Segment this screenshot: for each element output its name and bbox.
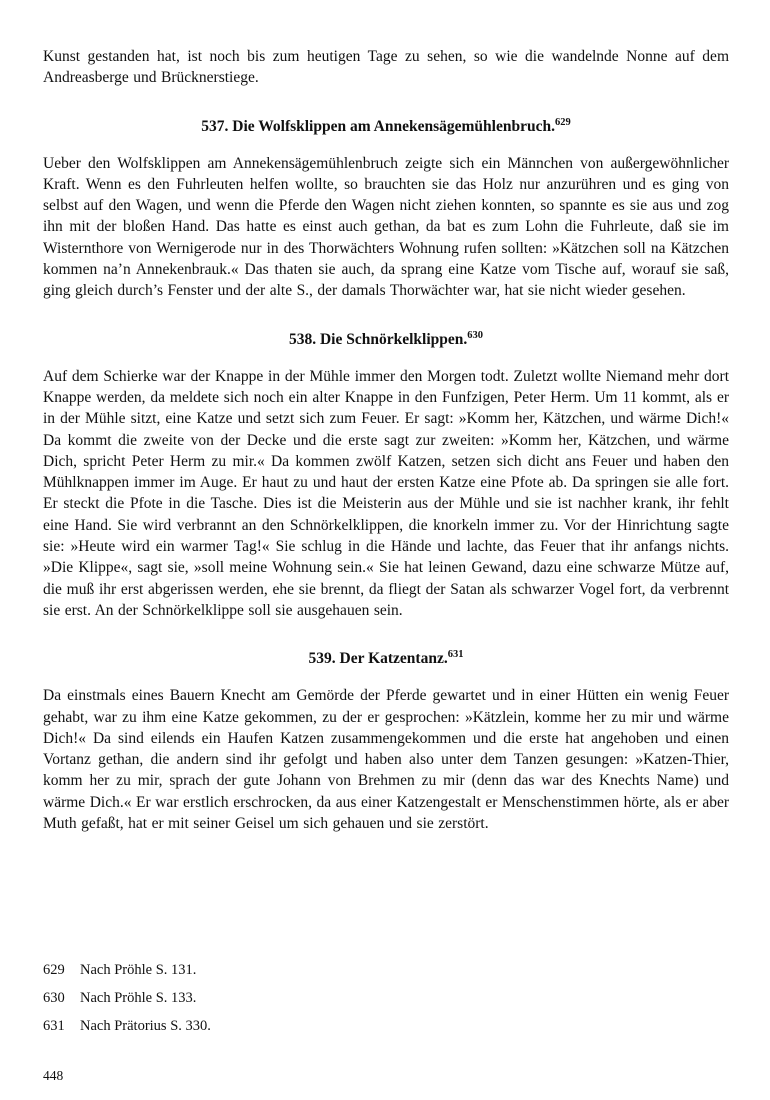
page-number: 448 — [43, 1068, 64, 1083]
footnote-ref-631: 631 — [447, 649, 464, 661]
section-body-538: Auf dem Schierke war der Knappe in der Mühle immer den Morgen todt. Zuletzt wollte Niemand mehr dort Knappe werden, da meldete sich noch ein alter Knappe in den Funfzigen, Peter Herm. Um 11 kommt, als er in der Mühle sitzt, eine Katze und setzt sich zum Feuer. Er sagt: »Komm her, Kätzchen, und wärme Dich!« Da kommt die zweite von der Decke und die erste sagt zur zweiten: »Komm her, Kätzchen, und wärme Dich, spricht Peter Herm zu mir.« Da kommen zwölf Katzen, setzen sich dicht ans Feuer und haben den Mühlknappen immer im Auge. Er haut zu und haut der ersten Katze eine Pfote ab. Da springen sie alle fort. Er steckt die Pfote in die Tasche. Dies ist die Meisterin aus der Mühle und sie ist nachher krank, ihr fehlt eine Hand. Sie wird verbrannt an den Schnörkelklippen, die knorkeln immer zu. Vor der Hinrichtung sagte sie: »Heute wird ein warmer Tag!« Sie schlug in die Hände und lachte, das Feuer that ihr anfangs nichts. »Die Klippe«, sagt sie, »soll meine Wohnung sein.« Sie hat leinen Gewand, dazu eine schwarze Mütze auf, die muß ihr erst abgerissen werden, ehe sie brennt, da fliegt der Satan als schwarzer Vogel fort, da verbrennt sie erst. An der Schnörkelklippe soll sie ausgehauen sein. — [43, 367, 729, 619]
section-heading-539 — [43, 648, 729, 669]
footnote-ref-629: 629 — [554, 116, 571, 128]
footnote-marker: 629 — [43, 962, 65, 978]
footnote-marker: 630 — [43, 990, 65, 1006]
footnote-631 — [43, 1017, 729, 1035]
footnote-text: Nach Prätorius S. 330. — [80, 1018, 211, 1034]
section-body-537: Ueber den Wolfsklippen am Annekensägemühlenbruch zeigte sich ein Männchen von außergewöhnlicher Kraft. Wenn es den Fuhrleuten helfen wollte, so brauchten sie das Holz nur anzurühren und es ging von selbst auf den Wagen, und wenn die Pferde den Wagen nicht ziehen konnten, so spannte es sie aus und zog ihn mit der bloßen Hand. Das hatte es einst auch gethan, da bat es zum Lohn die Fuhrleute, daß sie im Wisternthore von Wernigerode nur in des Thorwächters Wohnung rufen sollten: »Kätzchen soll na Kätzchen kommen na’n Annekenbrauk.« Das thaten sie auch, da sprang eine Katze vom Tische auf, worauf sie saß, ging gleich durch’s Fenster und der alte S., der damals Thorwächter war, hat sie nicht wieder gesehen. — [43, 154, 729, 300]
intro-paragraph: Kunst gestanden hat, ist noch bis zum heutigen Tage zu sehen, so wie die wandelnde Nonne auf dem Andreasberge und Brücknerstiege. — [43, 48, 729, 87]
footnote-text: Nach Pröhle S. 131. — [80, 962, 197, 978]
page-content — [43, 46, 729, 834]
section-title-539: 539. Der Katzentanz. — [308, 650, 448, 668]
footnote-629 — [43, 961, 729, 979]
section-title-538: 538. Die Schnörkelklippen. — [288, 330, 468, 348]
footnote-text: Nach Pröhle S. 133. — [80, 990, 197, 1006]
section-title-537: 537. Die Wolfsklippen am Annekensägemühlenbruch. — [201, 117, 555, 135]
footnote-marker: 631 — [43, 1018, 65, 1034]
footnote-630 — [43, 989, 729, 1007]
section-body-539: Da einstmals eines Bauern Knecht am Gemörde der Pferde gewartet und in einer Hütten ein wenig Feuer gehabt, war zu ihm eine Katze gekommen, zu der er gesprochen: »Kätzlein, komme her zu mir und wärme Dich!« Da sind eilends ein Haufen Katzen zusammengekommen und die erste hat angehoben und einen Vortanz gethan, die andern sind ihr gefolgt und haben also unter dem Tanzen gesungen: »Katzen-Thier, komm her zu mir, sprach der gute Johann von Brehmen zu mir (denn das war des Knechts Name) und wärme Dich.« Er war erstlich erschrocken, da aus einer Katzengestalt er Menschenstimmen hörte, als er aber Muth gefaßt, hat er mit seiner Geisel um sich gehauen und sie zerstört. — [43, 687, 729, 833]
footnotes-block — [43, 961, 729, 1045]
section-heading-538 — [43, 329, 729, 350]
footnote-ref-630: 630 — [467, 329, 484, 341]
section-heading-537 — [43, 116, 729, 137]
